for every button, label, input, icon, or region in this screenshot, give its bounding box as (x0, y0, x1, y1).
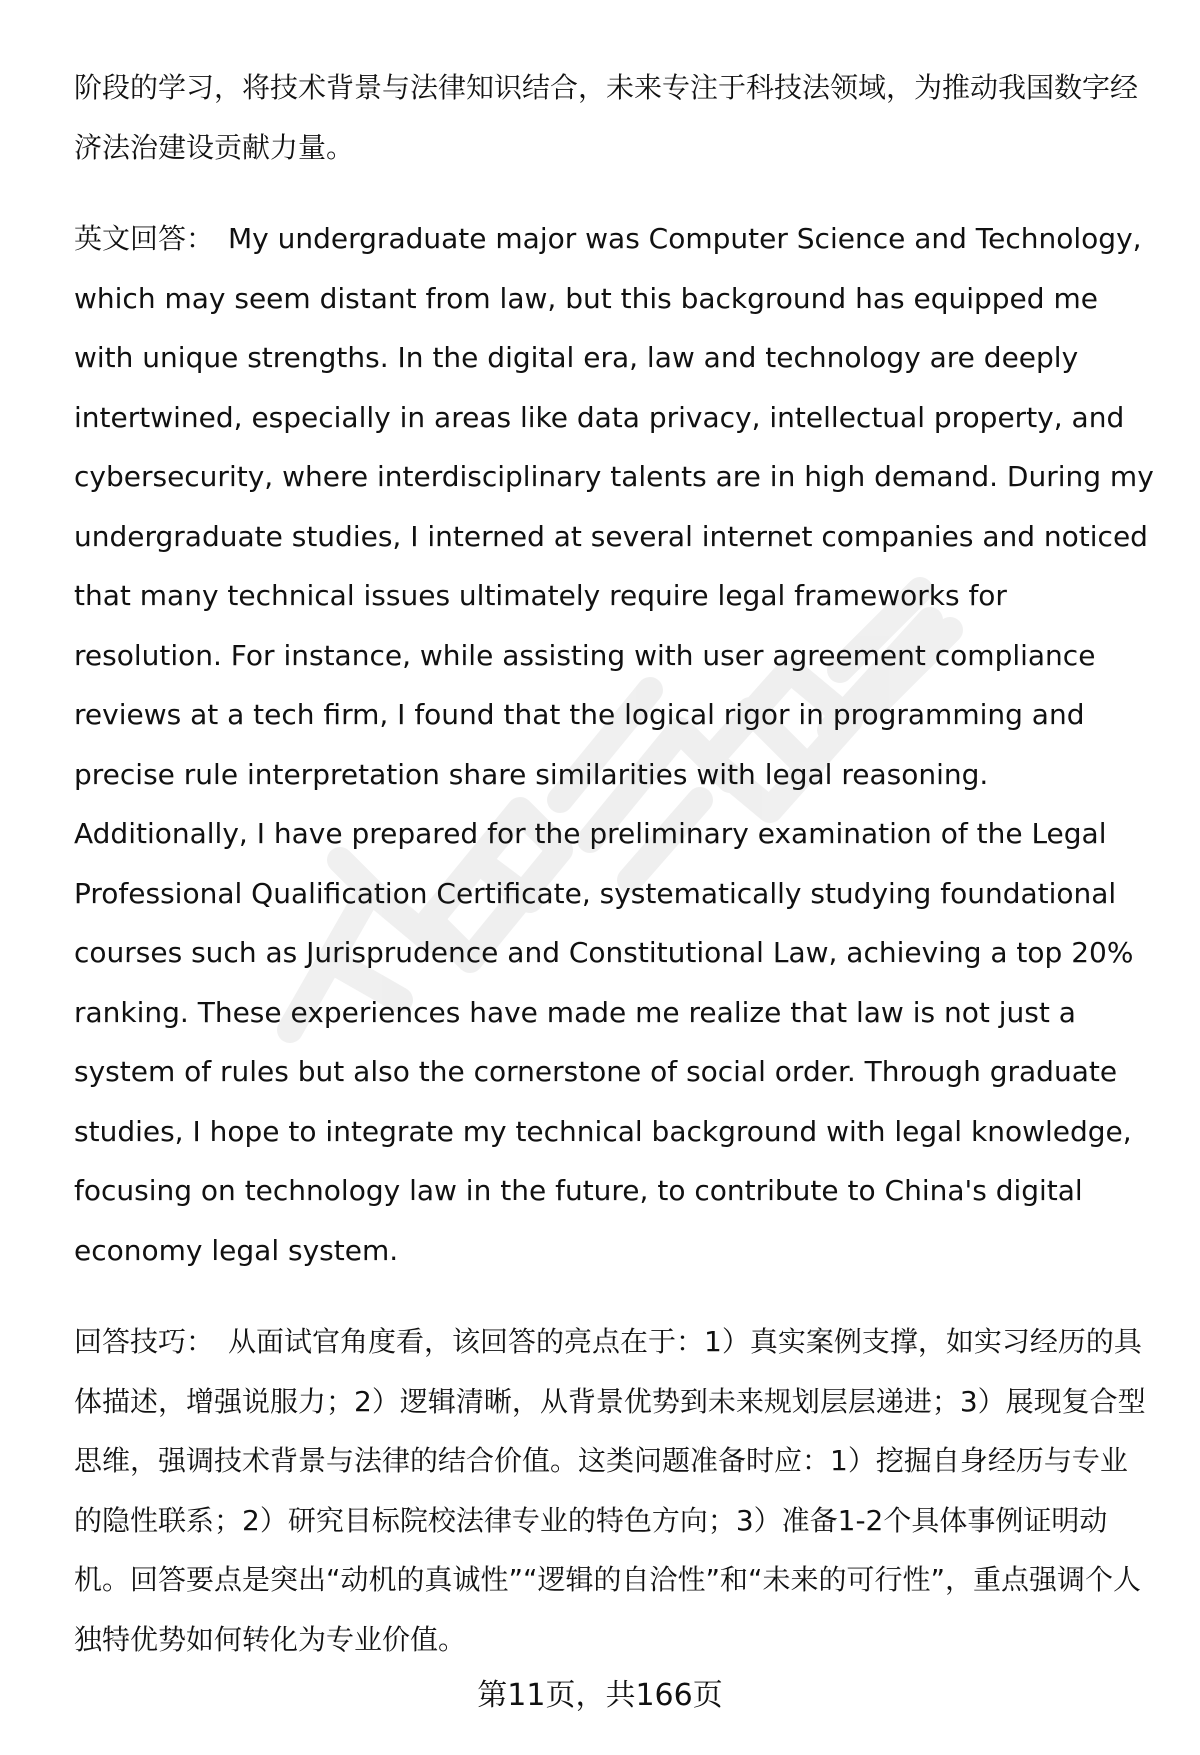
english-answer-paragraph (74, 209, 1154, 1280)
english-answer-label: 英文回答： (74, 222, 215, 255)
english-answer-text: My undergraduate major was Computer Science and Technology, which may seem distant from law, but this background has equipped me with unique strengths. In the digital era, law and technology are deeply intertwined, especially in areas like data privacy, intellectual property, and cybersecurity, where interdisciplinary talents are in high demand. During my undergraduate studies, I interned at several internet companies and noticed that many technical issues ultimately require legal frameworks for resolution. For instance, while assisting with user agreement compliance reviews at a tech firm, I found that the logical rigor in programming and precise rule interpretation share similarities with legal reasoning. Additionally, I have prepared for the preliminary examination of the Legal Professional Qualification Certificate, systematically studying foundational courses such as Jurisprudence and Constitutional Law, achieving a top 20% ranking. These experiences have made me realize that law is not just a system of rules but also the cornerstone of social order. Through graduate studies, I hope to integrate my technical background with legal knowledge, focusing on technology law in the future, to contribute to China's digital economy legal system. (74, 222, 1154, 1267)
tips-paragraph (74, 1312, 1154, 1669)
continuation-paragraph: 阶段的学习，将技术背景与法律知识结合，未来专注于科技法领域，为推动我国数字经济法治建设贡献力量。 (74, 71, 1139, 164)
page-number: 第11页，共166页 (477, 1678, 723, 1713)
tips-text: 从面试官角度看，该回答的亮点在于：1）真实案例支撑，如实习经历的具体描述，增强说服力；2）逻辑清晰，从背景优势到未来规划层层递进；3）展现复合型思维，强调技术背景与法律的结合价值。这类问题准备时应：1）挖掘自身经历与专业的隐性联系；2）研究目标院校法律专业的特色方向；3）准备1-2个具体事例证明动机。回答要点是突出“动机的真诚性”“逻辑的自洽性”和“未来的可行性”，重点强调个人独特优势如何转化为专业价值。 (74, 1325, 1146, 1656)
document-body (74, 58, 1154, 1669)
tips-label: 回答技巧： (74, 1325, 215, 1358)
